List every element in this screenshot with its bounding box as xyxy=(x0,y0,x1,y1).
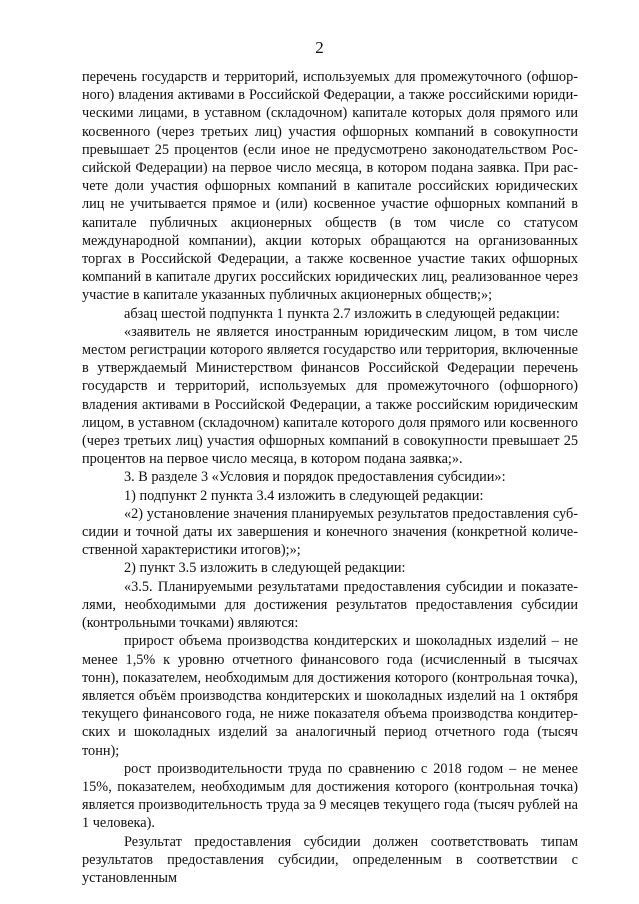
paragraph-subclause-3-4: 1) подпункт 2 пункта 3.4 изложить в следующей редакции: xyxy=(124,487,484,504)
paragraph-result-types: Результат предоставления субсидии должен соответствовать типам результатов предоставления субсидии, определенным в соответствии с установленным xyxy=(82,833,578,886)
paragraph-results-values: «2) установление значения планируемых результатов предоставления субсидии и точной даты их завершения и конечного значения (конкретной количественной характеристики итогов);»; xyxy=(82,505,578,559)
paragraph-section-3-heading: 3. В разделе 3 «Условия и порядок предоставления субсидии»: xyxy=(124,469,506,486)
paragraph-productivity-growth: рост производительности труда по сравнению с 2018 годом – не менее 15%, показателем, необходимым для достижения которого (контрольная точка) является производительность труда за 9 месяцев текущего года (тысяч рублей на 1 человека). xyxy=(82,760,578,832)
paragraph-amend-subclause-2-7: абзац шестой подпункта 1 пункта 2.7 изложить в следующей редакции: xyxy=(124,305,560,322)
paragraph-applicant-not-foreign: «заявитель не является иностранным юридическим лицом, в том числе местом регистрации которого является государство или территория, включенные в утверждаемый Министерством финансов Российской Федерации перечень государств и территорий, используемых для промежуточного (офшорного) владения активами в Российской Федерации, а также российским юридическим лицом, в уставном (складочном) капитале которого доля прямого или косвенного (через третьих лиц) участия офшорных компаний в совокупности превышает 25 процентов на первое число месяца, в котором подана заявка;». xyxy=(82,323,578,468)
page-number: 2 xyxy=(315,38,324,57)
paragraph-offshore-list-continuation: перечень государств и территорий, используемых для промежуточного (офшорного) владения активами в Российской Федерации, а также российскими юридическими лицами, в уставном (складочном) капитале которых доля прямого или косвенного (через третьих лиц) участия офшорных компаний в совокупности превышает 25 процентов (если иное не предусмотрено законодательством Российской Федерации) на первое число месяца, в котором подана заявка. При расчете доли участия офшорных компаний в капитале российских юридических лиц не учитывается прямое и (или) косвенное участие офшорных компаний в капитале публичных акционерных обществ (в том числе со статусом международной компании), акции которых обращаются на организованных торгах в Российской Федерации, а также косвенное участие таких офшорных компаний в капитале других российских юридических лиц, реализованное через участие в капитале указанных публичных акционерных обществ;»; xyxy=(82,69,578,304)
document-body xyxy=(82,68,578,887)
paragraph-planned-results: «3.5. Планируемыми результатами предоставления субсидии и показателями, необходимыми для достижения результатов предоставления субсидии (контрольными точками) являются: xyxy=(82,578,578,632)
paragraph-clause-3-5: 2) пункт 3.5 изложить в следующей редакции: xyxy=(124,560,406,577)
paragraph-production-growth: прирост объема производства кондитерских и шоколадных изделий – не менее 1,5% к уровню отчетного финансового года (исчисленный в тысячах тонн), показателем, необходимым для достижения которого (контрольная точка), является объём производства кондитерских и шоколадных изделий на 1 октября текущего финансового года, не ниже показателя объема производства кондитерских и шоколадных изделий за аналогичный период отчетного года (тысяч тонн); xyxy=(82,633,578,759)
